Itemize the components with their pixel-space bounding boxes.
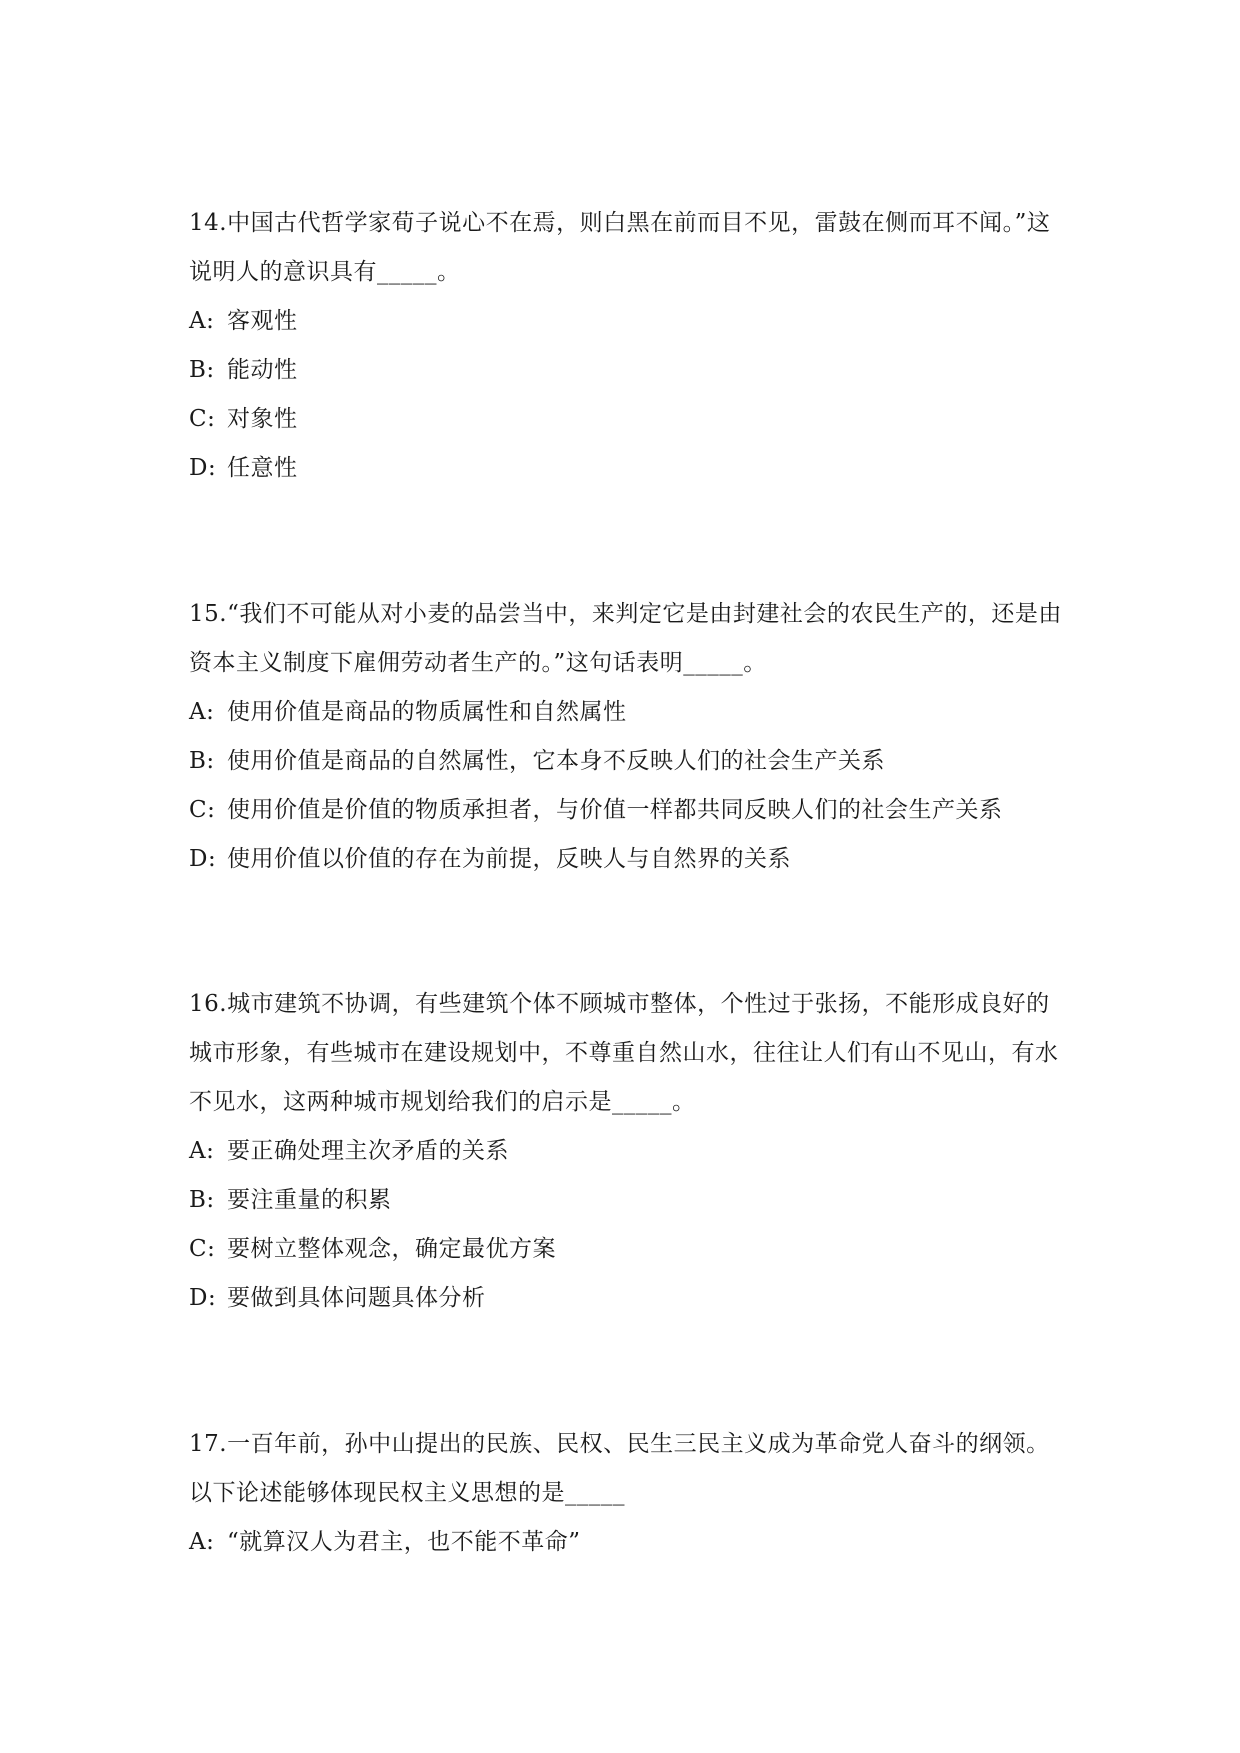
question-17 [189,1420,1069,1567]
question-stem: 16.城市建筑不协调，有些建筑个体不顾城市整体，个性过于张扬，不能形成良好的城市形象，有些城市在建设规划中，不尊重自然山水，往往让人们有山不见山，有水不见水，这两种城市规划给我们的启示是_____。 [189,991,1059,1115]
option-letter: C: [189,406,216,432]
option-text: 客观性 [227,308,298,334]
option-text: 使用价值是价值的物质承担者，与价值一样都共同反映人们的社会生产关系 [227,797,1003,823]
option-c [189,395,1069,444]
question-16 [189,980,1069,1323]
question-15 [189,590,1069,884]
option-text: 要做到具体问题具体分析 [227,1285,486,1311]
option-c [189,786,1069,835]
question-stem: 17.一百年前，孙中山提出的民族、民权、民生三民主义成为革命党人奋斗的纲领。以下论述能够体现民权主义思想的是_____ [189,1431,1050,1506]
question-14 [189,199,1069,493]
option-a [189,297,1069,346]
option-d [189,1274,1069,1323]
option-letter: A: [189,1138,215,1164]
option-text: 能动性 [227,357,298,383]
option-text: 使用价值以价值的存在为前提，反映人与自然界的关系 [227,846,791,872]
option-letter: D: [189,455,217,481]
option-letter: D: [189,1285,217,1311]
option-letter: B: [189,1187,215,1213]
question-stem: 14.中国古代哲学家荀子说心不在焉，则白黑在前而目不见，雷鼓在侧而耳不闻。”这说明人的意识具有_____。 [189,210,1051,285]
option-letter: B: [189,748,215,774]
option-c [189,1225,1069,1274]
option-text: 使用价值是商品的自然属性，它本身不反映人们的社会生产关系 [227,748,885,774]
option-a [189,688,1069,737]
option-text: 使用价值是商品的物质属性和自然属性 [227,699,627,725]
option-text: 要注重量的积累 [227,1187,392,1213]
option-a [189,1127,1069,1176]
option-text: 要树立整体观念，确定最优方案 [227,1236,556,1262]
option-text: “就算汉人为君主，也不能不革命” [227,1529,581,1555]
option-letter: D: [189,846,217,872]
option-b [189,346,1069,395]
option-letter: C: [189,797,216,823]
option-text: 要正确处理主次矛盾的关系 [227,1138,509,1164]
option-text: 任意性 [227,455,298,481]
option-letter: B: [189,357,215,383]
option-d [189,835,1069,884]
option-letter: A: [189,308,215,334]
question-stem: 15.“我们不可能从对小麦的品尝当中，来判定它是由封建社会的农民生产的，还是由资本主义制度下雇佣劳动者生产的。”这句话表明_____。 [189,601,1062,676]
option-letter: A: [189,699,215,725]
option-b [189,737,1069,786]
option-text: 对象性 [227,406,298,432]
option-letter: A: [189,1529,215,1555]
option-b [189,1176,1069,1225]
option-letter: C: [189,1236,216,1262]
option-d [189,444,1069,493]
option-a [189,1518,1069,1567]
